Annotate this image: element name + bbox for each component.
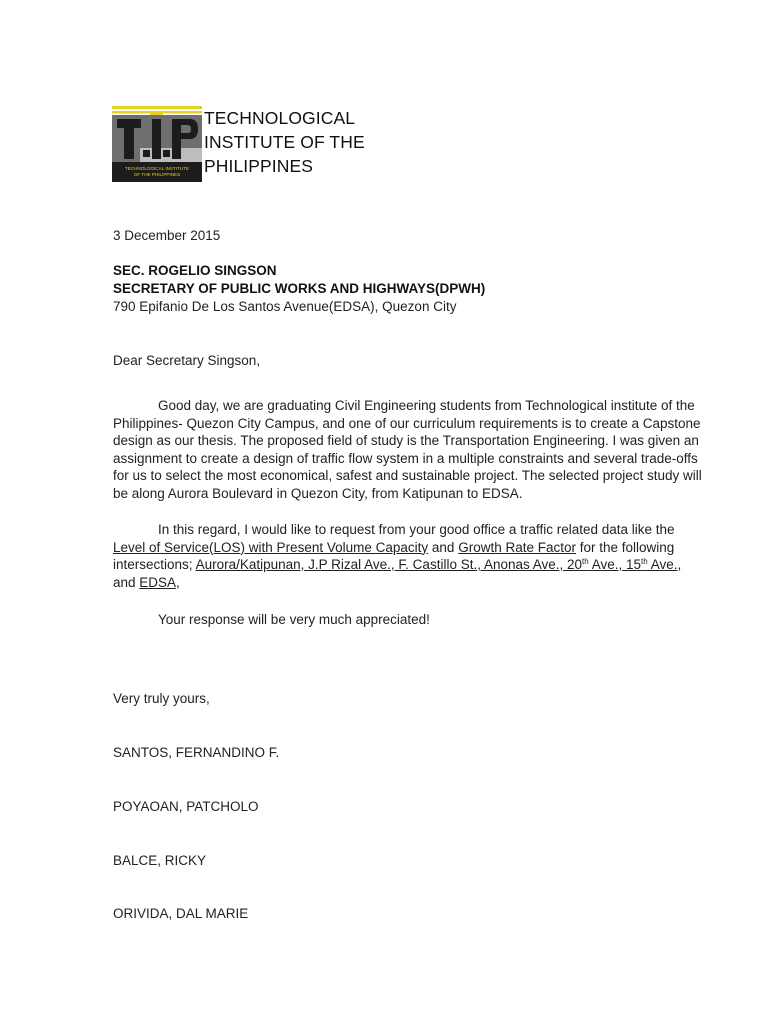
paragraph-1-line: design as our thesis. The proposed field of study is the Transportation Engineering. I was given an	[113, 433, 699, 448]
signatory-name: SANTOS, FERNANDINO F.	[113, 745, 280, 760]
paragraph-1-line: Good day, we are graduating Civil Engineering students from Technological institute of the	[158, 398, 695, 413]
paragraph-1-line: for us to select the most economical, safest and sustainable project. The selected project study will	[113, 468, 702, 483]
institution-name-line-1: TECHNOLOGICAL	[204, 108, 356, 128]
institution-name	[204, 106, 365, 178]
paragraph-3: Your response will be very much appreciated!	[158, 612, 430, 627]
salutation: Dear Secretary Singson,	[113, 353, 261, 368]
recipient-title: SECRETARY OF PUBLIC WORKS AND HIGHWAYS(DPWH)	[113, 281, 486, 296]
paragraph-1-line: Philippines- Quezon City Campus, and one of our curriculum requirements is to create a Capstone	[113, 415, 701, 431]
paragraph-2-line-2	[113, 539, 675, 557]
comma: ,	[176, 574, 180, 590]
closing: Very truly yours,	[113, 691, 210, 706]
logo-caption-line-1: TECHNOLOGICAL INSTITUTE	[124, 166, 190, 171]
word-and: and	[431, 539, 455, 555]
intersections-part-b: Ave., 15	[588, 557, 642, 572]
following-text: for the following	[579, 539, 675, 555]
intersections-part-c: Ave.,	[647, 557, 682, 572]
paragraph-2-line-1: In this regard, I would like to request from your good office a traffic related data like the	[158, 522, 675, 537]
paragraph-2-line-4	[113, 574, 655, 592]
paragraph-2	[113, 521, 682, 591]
underlined-intersections	[196, 557, 682, 572]
paragraph-2-line-3	[113, 556, 682, 574]
signatory-name: POYAOAN, PATCHOLO	[113, 799, 259, 814]
intersections-part-a: Aurora/Katipunan, J.P Rizal Ave., F. Castillo St., Anonas Ave., 20	[195, 557, 583, 572]
tip-logo-graphic	[112, 106, 202, 182]
tip-logo	[112, 106, 202, 182]
intersections-label: intersections;	[113, 557, 193, 572]
institution-name-line-2: INSTITUTE OF THE	[204, 132, 365, 152]
institution-name-line-3: PHILIPPINES	[204, 156, 314, 176]
paragraph-1-line: be along Aurora Boulevard in Quezon City, from Katipunan to EDSA.	[113, 485, 523, 501]
ordinal-suffix: th	[582, 557, 589, 566]
signatory-name: BALCE, RICKY	[113, 853, 207, 868]
ordinal-suffix: th	[641, 557, 648, 566]
recipient-name: SEC. ROGELIO SINGSON	[113, 263, 277, 278]
letter-date: 3 December 2015	[113, 228, 221, 243]
underlined-edsa: EDSA	[139, 574, 177, 590]
paragraph-1	[113, 397, 702, 502]
word-and-2: and	[113, 574, 140, 590]
underlined-growth-rate: Growth Rate Factor	[458, 539, 576, 555]
underlined-los: Level of Service(LOS) with Present Volume Capacity	[113, 539, 429, 555]
signatory-name: ORIVIDA, DAL MARIE	[113, 906, 249, 921]
logo-caption-line-2: OF THE PHILIPPINES	[133, 172, 181, 177]
recipient-address: 790 Epifanio De Los Santos Avenue(EDSA), Quezon City	[113, 299, 457, 314]
paragraph-1-line: assignment to create a design of traffic flow system in a multiple constraints and several trade-offs	[113, 450, 698, 466]
